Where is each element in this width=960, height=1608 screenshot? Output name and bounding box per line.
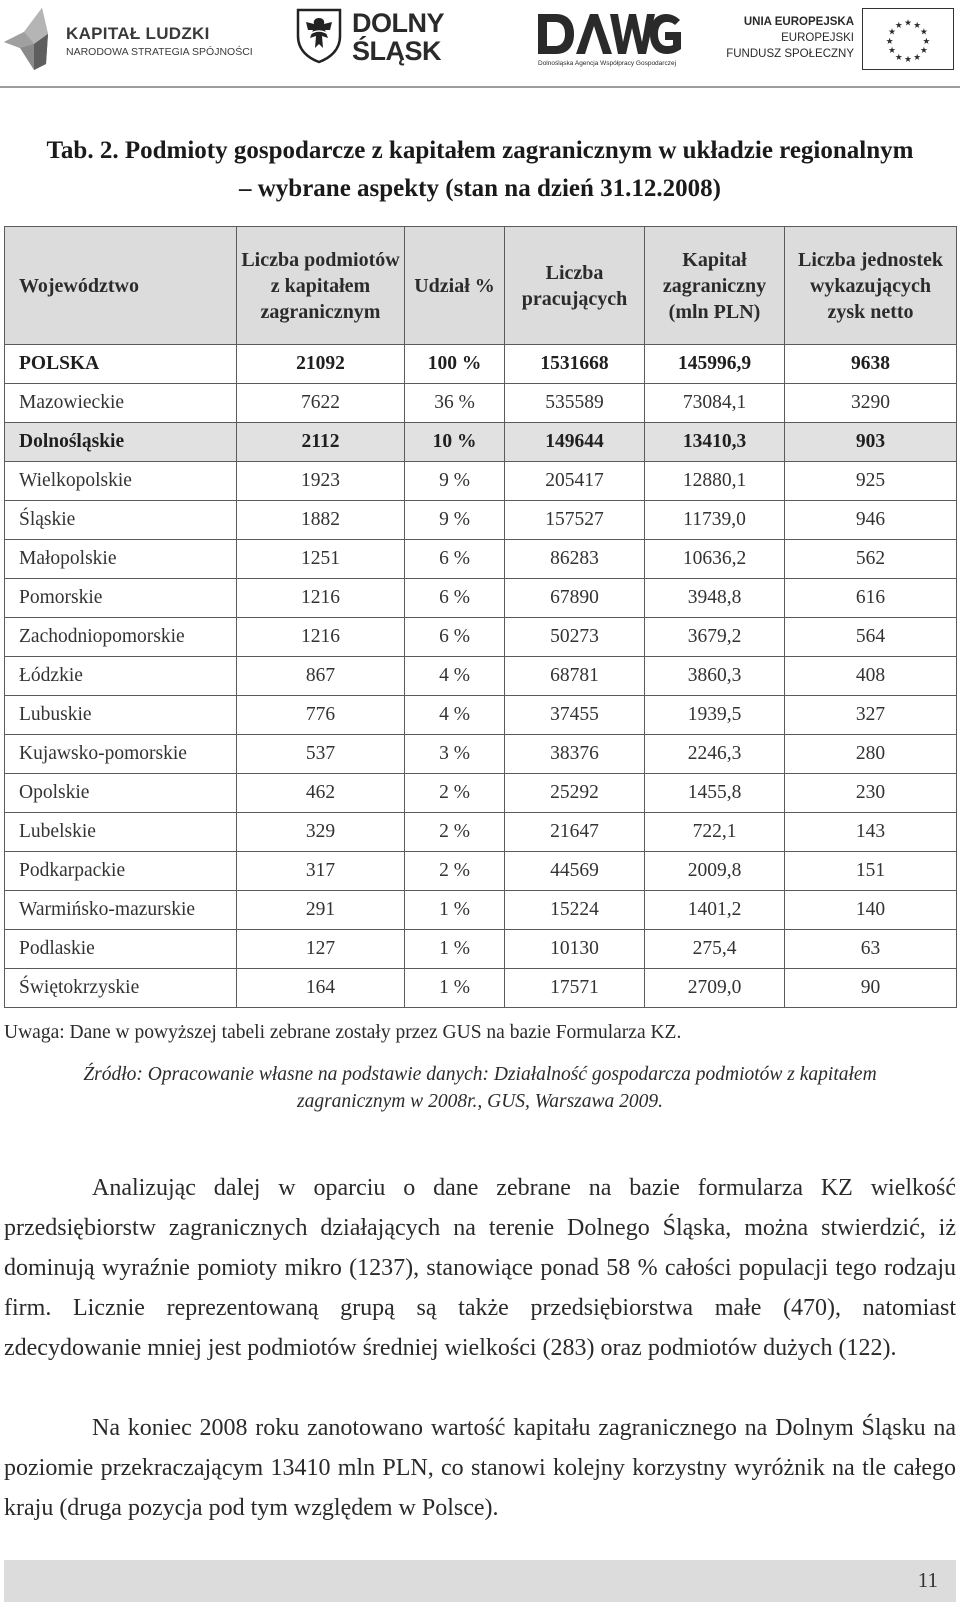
svg-text:★: ★ — [913, 52, 922, 63]
svg-text:★: ★ — [894, 20, 903, 31]
value-cell: 2246,3 — [645, 735, 785, 774]
value-cell: 10130 — [505, 930, 645, 969]
value-cell: 12880,1 — [645, 462, 785, 501]
value-cell: 50273 — [505, 618, 645, 657]
value-cell: 13410,3 — [645, 423, 785, 462]
region-cell: Zachodniopomorskie — [5, 618, 237, 657]
value-cell: 44569 — [505, 852, 645, 891]
value-cell: 408 — [785, 657, 957, 696]
table-row — [5, 930, 957, 969]
table-row — [5, 423, 957, 462]
value-cell: 67890 — [505, 579, 645, 618]
value-cell: 149644 — [505, 423, 645, 462]
value-cell: 1 % — [405, 969, 505, 1008]
value-cell: 205417 — [505, 462, 645, 501]
eu-stars-flag-icon — [862, 8, 954, 70]
value-cell: 3948,8 — [645, 579, 785, 618]
ue-line3: FUNDUSZ SPOŁECZNY — [726, 48, 854, 60]
region-cell: Małopolskie — [5, 540, 237, 579]
value-cell: 145996,9 — [645, 345, 785, 384]
value-cell: 329 — [237, 813, 405, 852]
value-cell: 73084,1 — [645, 384, 785, 423]
table-title — [0, 132, 960, 208]
value-cell: 140 — [785, 891, 957, 930]
header-liczba-podmiotow: Liczba podmiotów z kapitałem zagranicznym — [237, 227, 405, 345]
value-cell: 564 — [785, 618, 957, 657]
footer-bar — [4, 1560, 956, 1602]
value-cell: 1939,5 — [645, 696, 785, 735]
value-cell: 867 — [237, 657, 405, 696]
svg-text:★: ★ — [888, 27, 896, 38]
value-cell: 562 — [785, 540, 957, 579]
ue-line2: EUROPEJSKI — [781, 32, 854, 44]
kapital-ludzki-star-icon — [2, 4, 60, 74]
dawg-subtitle: Dolnośląska Agencja Współpracy Gospodarczej — [538, 60, 677, 67]
eagle-shield-icon — [296, 8, 342, 64]
paragraph-2: Na koniec 2008 roku zanotowano wartość kapitału zagranicznego na Dolnym Śląsku na poziomie przekraczającym 13410 mln PLN, co stanowi kolejny korzystny wyróżnik na tle całego kraju (druga pozycja pod tym względem w Polsce). — [4, 1415, 956, 1521]
svg-text:★: ★ — [904, 55, 912, 66]
svg-text:★: ★ — [885, 36, 894, 47]
value-cell: 537 — [237, 735, 405, 774]
value-cell: 127 — [237, 930, 405, 969]
region-cell: POLSKA — [5, 345, 237, 384]
header-kapital-zagraniczny: Kapitał zagraniczny (mln PLN) — [645, 227, 785, 345]
logo-bar — [0, 0, 960, 88]
page-number: 11 — [917, 1568, 938, 1592]
value-cell: 2709,0 — [645, 969, 785, 1008]
table-note: Uwaga: Dane w powyższej tabeli zebrane zostały przez GUS na bazie Formularza KZ. — [4, 1022, 682, 1043]
region-cell: Podlaskie — [5, 930, 237, 969]
value-cell: 1 % — [405, 930, 505, 969]
value-cell: 157527 — [505, 501, 645, 540]
value-cell: 946 — [785, 501, 957, 540]
region-cell: Pomorskie — [5, 579, 237, 618]
value-cell: 3679,2 — [645, 618, 785, 657]
value-cell: 2 % — [405, 813, 505, 852]
value-cell: 1251 — [237, 540, 405, 579]
value-cell: 275,4 — [645, 930, 785, 969]
value-cell: 1531668 — [505, 345, 645, 384]
value-cell: 9638 — [785, 345, 957, 384]
value-cell: 722,1 — [645, 813, 785, 852]
region-cell: Łódzkie — [5, 657, 237, 696]
source-line1: Źródło: Opracowanie własne na podstawie danych: Działalność gospodarcza podmiotów z kapitałem — [83, 1064, 877, 1085]
value-cell: 6 % — [405, 618, 505, 657]
table-row — [5, 462, 957, 501]
ue-line1: UNIA EUROPEJSKA — [743, 16, 854, 28]
value-cell: 1882 — [237, 501, 405, 540]
table-header — [5, 227, 957, 345]
value-cell: 86283 — [505, 540, 645, 579]
svg-text:★: ★ — [904, 18, 912, 29]
value-cell: 4 % — [405, 696, 505, 735]
dawg-logo — [538, 12, 688, 72]
value-cell: 90 — [785, 969, 957, 1008]
svg-text:★: ★ — [888, 46, 896, 57]
table-header-row — [5, 227, 957, 345]
svg-text:★: ★ — [920, 46, 928, 57]
region-cell: Wielkopolskie — [5, 462, 237, 501]
header-zysk-netto: Liczba jednostek wykazujących zysk netto — [785, 227, 957, 345]
table-row — [5, 969, 957, 1008]
region-cell: Podkarpackie — [5, 852, 237, 891]
value-cell: 17571 — [505, 969, 645, 1008]
source-line2: zagranicznym w 2008r., GUS, Warszawa 2009. — [296, 1091, 664, 1112]
value-cell: 10 % — [405, 423, 505, 462]
region-cell: Opolskie — [5, 774, 237, 813]
table-row — [5, 384, 957, 423]
value-cell: 2112 — [237, 423, 405, 462]
value-cell: 9 % — [405, 501, 505, 540]
kapital-ludzki-logo — [2, 4, 252, 76]
value-cell: 776 — [237, 696, 405, 735]
region-cell: Lubuskie — [5, 696, 237, 735]
region-cell: Warmińsko-mazurskie — [5, 891, 237, 930]
kapital-ludzki-title: KAPITAŁ LUDZKI — [66, 24, 210, 43]
value-cell: 15224 — [505, 891, 645, 930]
dawg-wordmark-icon — [538, 12, 683, 56]
value-cell: 535589 — [505, 384, 645, 423]
value-cell: 36 % — [405, 384, 505, 423]
kapital-ludzki-subtitle: NARODOWA STRATEGIA SPÓJNOŚCI — [66, 46, 253, 58]
value-cell: 2 % — [405, 774, 505, 813]
table-row — [5, 813, 957, 852]
value-cell: 21092 — [237, 345, 405, 384]
value-cell: 2 % — [405, 852, 505, 891]
table-row — [5, 618, 957, 657]
value-cell: 37455 — [505, 696, 645, 735]
header-wojewodztwo: Województwo — [5, 227, 237, 345]
table-title-line1: Tab. 2. Podmioty gospodarcze z kapitałem zagranicznym w układzie regionalnym — [46, 137, 914, 164]
value-cell: 11739,0 — [645, 501, 785, 540]
value-cell: 10636,2 — [645, 540, 785, 579]
value-cell: 317 — [237, 852, 405, 891]
region-cell: Lubelskie — [5, 813, 237, 852]
value-cell: 9 % — [405, 462, 505, 501]
value-cell: 1216 — [237, 618, 405, 657]
value-cell: 6 % — [405, 540, 505, 579]
svg-text:★: ★ — [894, 52, 903, 63]
value-cell: 3 % — [405, 735, 505, 774]
value-cell: 616 — [785, 579, 957, 618]
value-cell: 2009,8 — [645, 852, 785, 891]
paragraph-1: Analizując dalej w oparciu o dane zebrane na bazie formularza KZ wielkość przedsiębiorstw zagranicznych działających na terenie Dolnego Śląska, można stwierdzić, iż dominują wyraźnie pomioty mikro (1237), stanowiące ponad 58 % całości populacji tego rodzaju firm. Licznie reprezentowaną grupą są także przedsiębiorstwa małe (470), natomiast zdecydowanie mniej jest podmiotów średniej wielkości (283) oraz podmiotów dużych (122). — [4, 1175, 956, 1361]
value-cell: 1216 — [237, 579, 405, 618]
table-row — [5, 579, 957, 618]
svg-text:★: ★ — [920, 27, 928, 38]
table-row — [5, 891, 957, 930]
value-cell: 6 % — [405, 579, 505, 618]
value-cell: 63 — [785, 930, 957, 969]
value-cell: 230 — [785, 774, 957, 813]
value-cell: 7622 — [237, 384, 405, 423]
table-row — [5, 540, 957, 579]
region-cell: Dolnośląskie — [5, 423, 237, 462]
table-row — [5, 735, 957, 774]
value-cell: 1455,8 — [645, 774, 785, 813]
dolny-slask-line1: DOLNY — [352, 8, 444, 38]
value-cell: 327 — [785, 696, 957, 735]
region-cell: Kujawsko-pomorskie — [5, 735, 237, 774]
value-cell: 1 % — [405, 891, 505, 930]
table-row — [5, 501, 957, 540]
regional-data-table — [4, 226, 957, 1008]
value-cell: 164 — [237, 969, 405, 1008]
header-udzial: Udział % — [405, 227, 505, 345]
value-cell: 21647 — [505, 813, 645, 852]
table-source — [0, 1061, 960, 1115]
ue-logo — [726, 8, 956, 72]
table-row — [5, 852, 957, 891]
table-row — [5, 696, 957, 735]
value-cell: 925 — [785, 462, 957, 501]
value-cell: 3860,3 — [645, 657, 785, 696]
value-cell: 68781 — [505, 657, 645, 696]
value-cell: 143 — [785, 813, 957, 852]
region-cell: Świętokrzyskie — [5, 969, 237, 1008]
value-cell: 462 — [237, 774, 405, 813]
value-cell: 903 — [785, 423, 957, 462]
dolny-slask-line2: ŚLĄSK — [352, 36, 442, 66]
table-body — [5, 345, 957, 1008]
table-row — [5, 345, 957, 384]
value-cell: 38376 — [505, 735, 645, 774]
svg-text:★: ★ — [913, 20, 922, 31]
svg-text:★: ★ — [922, 36, 931, 47]
value-cell: 100 % — [405, 345, 505, 384]
value-cell: 4 % — [405, 657, 505, 696]
region-cell: Mazowieckie — [5, 384, 237, 423]
table-row — [5, 657, 957, 696]
header-liczba-pracujacych: Liczba pracujących — [505, 227, 645, 345]
table-row — [5, 774, 957, 813]
dolny-slask-logo — [296, 8, 476, 74]
value-cell: 1401,2 — [645, 891, 785, 930]
table-title-line2: – wybrane aspekty (stan na dzień 31.12.2008) — [239, 175, 721, 202]
value-cell: 1923 — [237, 462, 405, 501]
region-cell: Śląskie — [5, 501, 237, 540]
value-cell: 280 — [785, 735, 957, 774]
value-cell: 3290 — [785, 384, 957, 423]
value-cell: 151 — [785, 852, 957, 891]
value-cell: 291 — [237, 891, 405, 930]
value-cell: 25292 — [505, 774, 645, 813]
